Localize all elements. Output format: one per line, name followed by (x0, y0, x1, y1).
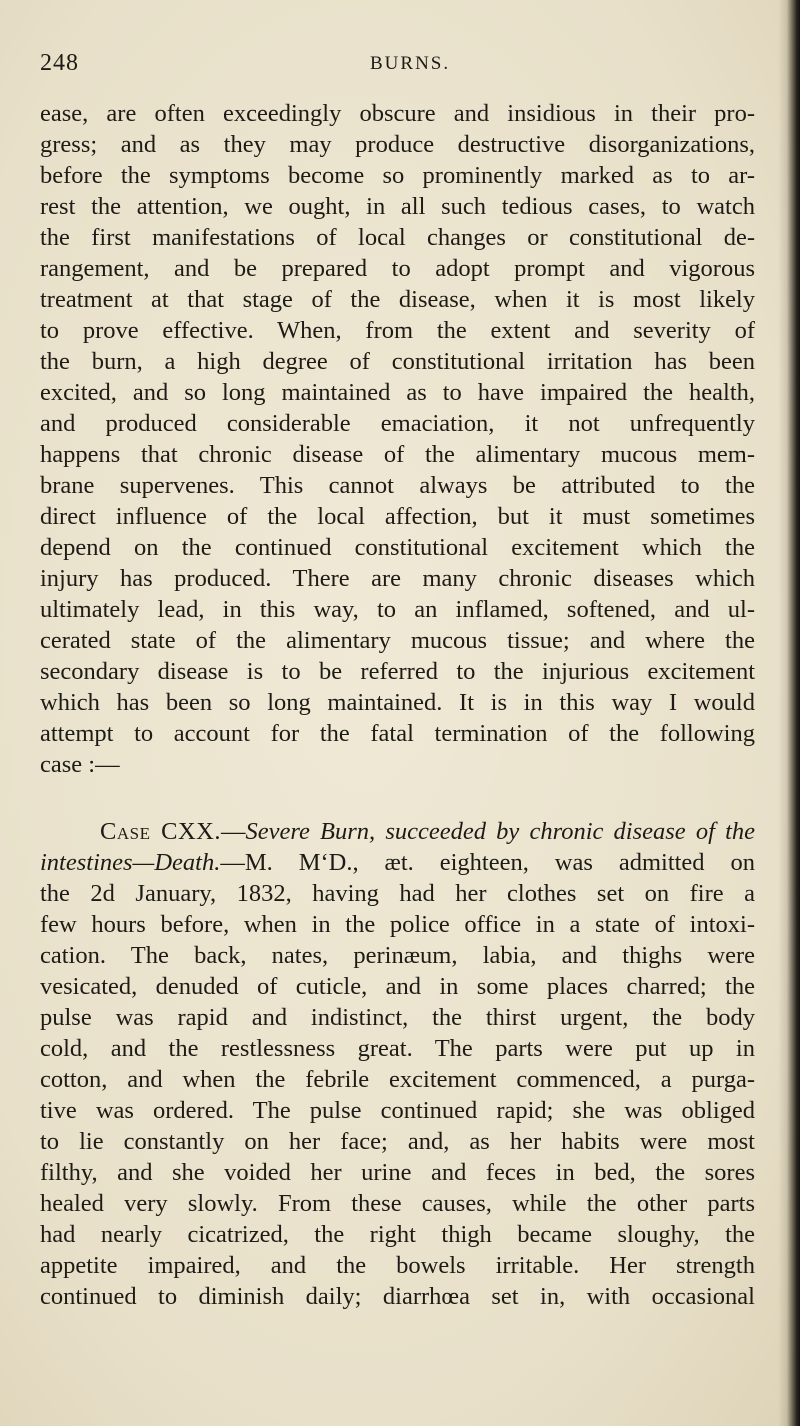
text-line: before the symptoms become so prominently marked as to ar- (40, 162, 755, 189)
text-line: the first manifestations of local changes or constitutional de- (40, 224, 755, 251)
text-line: appetite impaired, and the bowels irritable. Her strength (40, 1252, 755, 1279)
text-line: cold, and the restlessness great. The parts were put up in (40, 1035, 755, 1062)
text-line: excited, and so long maintained as to have impaired the health, (40, 379, 755, 406)
case-heading-line (40, 816, 755, 847)
text-line: tive was ordered. The pulse continued rapid; she was obliged (40, 1097, 755, 1124)
case-body (40, 878, 755, 1312)
text-line: to lie constantly on her face; and, as her habits were most (40, 1128, 755, 1155)
paragraph-gap (40, 780, 755, 816)
text-line: attempt to account for the fatal termination of the following (40, 720, 755, 747)
text-line: gress; and as they may produce destructive disorganizations, (40, 131, 755, 158)
text-line: filthy, and she voided her urine and feces in bed, the sores (40, 1159, 755, 1186)
text-line: cation. The back, nates, perinæum, labia, and thighs were (40, 942, 755, 969)
case-dash: — (220, 818, 246, 845)
page-edge-shadow (778, 0, 800, 1426)
text-line: treatment at that stage of the disease, when it is most likely (40, 286, 755, 313)
text-line: the burn, a high degree of constitutional irritation has been (40, 348, 755, 375)
page-header (40, 50, 740, 80)
text-line: ease, are often exceedingly obscure and insidious in their pro- (40, 100, 755, 127)
body-text (40, 98, 755, 1312)
text-line: happens that chronic disease of the alimentary mucous mem- (40, 441, 755, 468)
text-line: the 2d January, 1832, having had her clothes set on fire a (40, 880, 755, 907)
case-heading-line-2 (40, 847, 755, 878)
paragraph (40, 98, 755, 780)
case-title-part2: intestines—Death. (40, 849, 221, 876)
text-line: cotton, and when the febrile excitement commenced, a purga- (40, 1066, 755, 1093)
case-title-part1: Severe Burn, succeeded by chronic disease of the (245, 818, 755, 845)
text-line: vesicated, denuded of cuticle, and in some places charred; the (40, 973, 755, 1000)
text-line: few hours before, when in the police office in a state of intoxi- (40, 911, 755, 938)
running-head: BURNS. (370, 53, 451, 74)
text-line: which has been so long maintained. It is in this way I would (40, 689, 755, 716)
text-line: case :— (40, 751, 120, 778)
text-line: injury has produced. There are many chronic diseases which (40, 565, 755, 592)
text-line: and produced considerable emaciation, it not unfrequently (40, 410, 755, 437)
text-line: rangement, and be prepared to adopt prompt and vigorous (40, 255, 755, 282)
page-number: 248 (40, 50, 79, 76)
text-line: pulse was rapid and indistinct, the thirst urgent, the body (40, 1004, 755, 1031)
text-line: healed very slowly. From these causes, while the other parts (40, 1190, 755, 1217)
text-line: ultimately lead, in this way, to an inflamed, softened, and ul- (40, 596, 755, 623)
text-line: continued to diminish daily; diarrhœa set in, with occasional (40, 1283, 755, 1310)
text-line: depend on the continued constitutional excitement which the (40, 534, 755, 561)
case-label: Case CXX. (100, 818, 221, 845)
text-line: had nearly cicatrized, the right thigh became sloughy, the (40, 1221, 755, 1248)
text-line: secondary disease is to be referred to the injurious excitement (40, 658, 755, 685)
text-line: cerated state of the alimentary mucous tissue; and where the (40, 627, 755, 654)
case-text-start: —M. M‘D., æt. eighteen, was admitted on (220, 849, 755, 876)
text-line: rest the attention, we ought, in all such tedious cases, to watch (40, 193, 755, 220)
text-line: brane supervenes. This cannot always be attributed to the (40, 472, 755, 499)
text-line: direct influence of the local affection, but it must sometimes (40, 503, 755, 530)
case-report (40, 816, 755, 1312)
text-line: to prove effective. When, from the extent and severity of (40, 317, 755, 344)
